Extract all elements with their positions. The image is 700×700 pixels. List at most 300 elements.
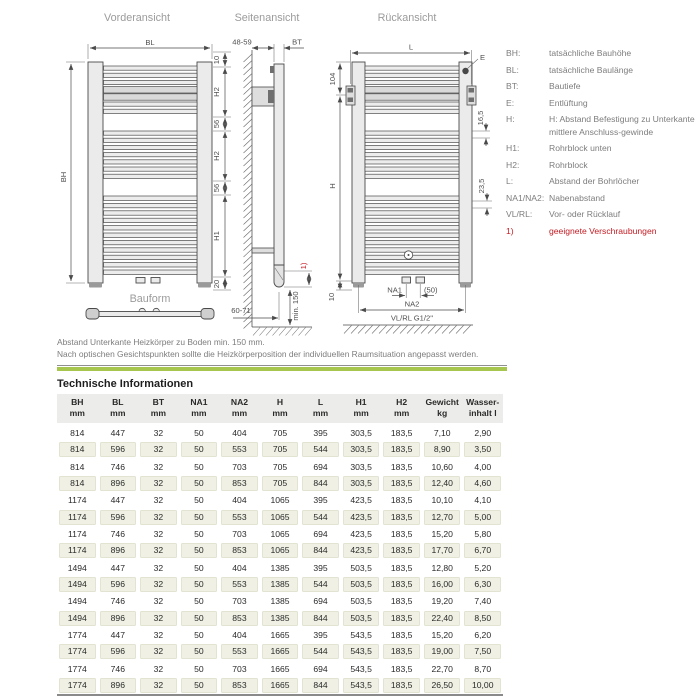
column-header: L mm: [312, 397, 329, 418]
legend-desc: geeignete Verschraubungen: [549, 225, 657, 236]
table-row: [57, 559, 503, 576]
side-top-nub: [270, 66, 274, 73]
table-cell: 6,30: [464, 577, 501, 592]
table-cell: 183,5: [383, 543, 420, 558]
table-cell: 705: [272, 427, 288, 438]
table-cell: 50: [194, 528, 204, 539]
dim-label-bl: BL: [145, 38, 155, 47]
legend-key: BH:: [506, 48, 521, 58]
table-cell: 694: [313, 663, 328, 674]
table-cell: 553: [221, 442, 258, 457]
table-cell: 896: [100, 611, 137, 626]
table-cell: 503,5: [350, 562, 372, 573]
table-cell: 32: [153, 427, 164, 438]
table-cell: 26,50: [424, 678, 461, 693]
legend-item: [506, 225, 698, 238]
table-cell: 404: [232, 495, 247, 506]
side-radiator-profile: [274, 64, 284, 265]
dim-label-bt: BT: [292, 37, 302, 47]
table-cell: 1174: [59, 510, 96, 525]
column-header: Wasser- inhalt l: [466, 397, 500, 418]
legend-desc: Abstand der Bohrlöcher: [549, 176, 640, 186]
table-cell: 183,5: [383, 678, 420, 693]
table-cell: 4,00: [474, 461, 492, 472]
table-cell: 183,5: [390, 427, 413, 438]
table-cell: 32: [140, 577, 177, 592]
legend-desc: H: Abstand Befestigung zu Unterkante mittlere Anschluss-gewinde: [549, 114, 695, 137]
bauform-label: Bauform: [129, 293, 171, 305]
dim-label-h2: H2: [212, 151, 221, 161]
front-foot: [198, 283, 211, 288]
dim-label-h2: H2: [212, 87, 221, 97]
table-cell: 5,00: [464, 510, 501, 525]
legend-key: H2:: [506, 159, 520, 170]
legend-key: VL/RL:: [506, 209, 533, 219]
table-cell: 544: [302, 644, 339, 659]
table-cell: 50: [194, 630, 204, 641]
table-cell: 50: [181, 442, 218, 457]
column-header: BT mm: [150, 397, 167, 418]
table-cell: 32: [140, 510, 177, 525]
table-cell: 544: [302, 510, 339, 525]
dim-label-h: H: [328, 183, 337, 189]
table-cell: 17,70: [424, 543, 461, 558]
footnote-ref-1: 1): [299, 262, 308, 270]
table-cell: 553: [221, 644, 258, 659]
front-foot: [89, 283, 102, 288]
table-cell: 32: [140, 476, 177, 491]
table-cell: 183,5: [383, 510, 420, 525]
connection-spec-label: VL/RL G1/2'': [390, 313, 434, 323]
table-cell: 814: [59, 476, 96, 491]
legend-item: [506, 142, 698, 155]
rear-view-title: Rückansicht: [377, 12, 437, 24]
legend-key: BT:: [506, 81, 519, 91]
table-cell: 183,5: [390, 562, 413, 573]
table-cell: 5,20: [474, 562, 492, 573]
legend-desc: Rohrblock unten: [549, 143, 612, 153]
legend-desc: tatsächliche Bauhöhe: [549, 48, 632, 58]
note-line-1: Abstand Unterkante Heizkörper zu Boden min. 150 mm.: [57, 337, 265, 347]
legend-item: [506, 80, 698, 93]
bauform-nub: [153, 308, 159, 311]
table-cell: 183,5: [390, 663, 413, 674]
table-cell: 50: [194, 461, 204, 472]
table-cell: 16,00: [424, 577, 461, 592]
table-cell: 22,70: [431, 663, 453, 674]
wall-hatching: [244, 54, 253, 329]
bauform-nub: [139, 308, 145, 311]
table-cell: 844: [302, 543, 339, 558]
table-cell: 395: [313, 630, 328, 641]
table-row: [57, 475, 503, 492]
table-cell: 703: [232, 528, 247, 539]
table-cell: 423,5: [350, 528, 372, 539]
table-cell: 1494: [59, 577, 96, 592]
dim-label-56: 56: [212, 183, 221, 193]
table-row: [57, 643, 503, 660]
table-row: [57, 660, 503, 677]
table-cell: 1065: [270, 495, 290, 506]
table-cell: 596: [100, 510, 137, 525]
legend-key: BL:: [506, 64, 519, 75]
front-left-rail: [88, 62, 103, 283]
table-cell: 183,5: [390, 461, 413, 472]
table-cell: 1665: [262, 644, 299, 659]
table-cell: 853: [221, 611, 258, 626]
table-cell: 395: [313, 562, 328, 573]
legend-item: [506, 97, 698, 110]
table-cell: 2,90: [474, 427, 492, 438]
rear-connection-stub: [416, 277, 425, 283]
table-cell: 1774: [59, 644, 96, 659]
table-cell: 814: [70, 427, 85, 438]
dim-label-56: 56: [212, 119, 221, 129]
section-divider: [57, 365, 507, 371]
table-cell: 1774: [67, 630, 87, 641]
legend-item: [506, 113, 698, 138]
table-cell: 896: [100, 543, 137, 558]
table-cell: 543,5: [350, 663, 372, 674]
legend-item: [506, 175, 698, 188]
bauform-end-cap: [86, 309, 99, 320]
table-cell: 50: [181, 476, 218, 491]
table-cell: 703: [232, 663, 247, 674]
dim-label-bh: BH: [59, 171, 68, 183]
legend-item: [506, 64, 698, 77]
table-cell: 705: [262, 442, 299, 457]
table-cell: 1174: [68, 495, 87, 506]
table-cell: 8,70: [474, 663, 492, 674]
table-cell: 50: [194, 427, 204, 438]
table-cell: 705: [262, 476, 299, 491]
table-cell: 1065: [270, 528, 290, 539]
technical-table: [57, 394, 503, 696]
table-cell: 423,5: [350, 495, 372, 506]
legend-desc: Nabenabstand: [549, 192, 605, 203]
table-cell: 503,5: [343, 611, 380, 626]
column-header: BL mm: [110, 397, 126, 418]
legend-desc: Entlüftung: [549, 97, 588, 108]
table-body: [57, 425, 503, 697]
dim-label-10: 10: [212, 55, 221, 65]
legend-key: 1): [506, 225, 514, 236]
table-cell: 303,5: [343, 442, 380, 457]
table-cell: 50: [181, 543, 218, 558]
column-header: H1 mm: [353, 397, 369, 418]
dim-label-min150: min. 150: [291, 291, 300, 321]
table-cell: 1665: [270, 630, 290, 641]
table-row: [57, 425, 503, 442]
table-cell: 544: [302, 442, 339, 457]
legend-item: [506, 47, 698, 60]
floor-hatching: [253, 328, 312, 336]
table-cell: 596: [100, 577, 137, 592]
table-cell: 746: [110, 461, 125, 472]
table-cell: 844: [302, 678, 339, 693]
table-cell: 814: [59, 442, 96, 457]
table-cell: 32: [140, 442, 177, 457]
dim-label-na1: NA1: [387, 285, 402, 295]
legend-key: E:: [506, 97, 515, 108]
table-cell: 303,5: [350, 427, 372, 438]
table-cell: 183,5: [383, 577, 420, 592]
table-cell: 543,5: [350, 630, 372, 641]
table-cell: 3,50: [464, 442, 501, 457]
table-row: [57, 677, 503, 694]
table-cell: 50: [181, 678, 218, 693]
table-cell: 553: [221, 577, 258, 592]
table-cell: 896: [100, 476, 137, 491]
table-cell: 12,70: [424, 510, 461, 525]
table-row: [57, 509, 503, 526]
table-cell: 694: [313, 461, 328, 472]
notes: [57, 337, 617, 360]
side-lower-bracket: [252, 248, 274, 253]
table-cell: 447: [110, 562, 125, 573]
table-header-row: [57, 394, 503, 423]
table-cell: 32: [140, 644, 177, 659]
bauform-bar: [97, 312, 203, 317]
bracket-bolt: [348, 98, 354, 103]
legend-key: H:: [506, 114, 515, 124]
table-cell: 844: [302, 476, 339, 491]
table-cell: 423,5: [343, 543, 380, 558]
table-cell: 32: [153, 562, 164, 573]
table-cell: 553: [221, 510, 258, 525]
table-cell: 1774: [59, 678, 96, 693]
table-cell: 447: [110, 630, 125, 641]
table-cell: 1174: [59, 543, 96, 558]
table-cell: 404: [232, 630, 247, 641]
table-cell: 19,00: [424, 644, 461, 659]
legend-desc: Rohrblock: [549, 159, 588, 170]
dim-label-10-rear: 10: [327, 292, 336, 302]
table-cell: 15,20: [431, 528, 453, 539]
side-view-title: Seitenansicht: [234, 12, 300, 24]
table-row: [57, 576, 503, 593]
table-row: [57, 627, 503, 644]
column-header: BH mm: [69, 397, 85, 418]
rear-view: [327, 12, 492, 334]
table-cell: 50: [194, 596, 204, 607]
front-right-rail: [197, 62, 212, 283]
table-cell: 8,90: [424, 442, 461, 457]
table-cell: 853: [221, 543, 258, 558]
table-cell: 50: [194, 495, 204, 506]
table-cell: 10,10: [431, 495, 453, 506]
table-cell: 4,10: [474, 495, 492, 506]
table-cell: 1494: [67, 562, 87, 573]
table-cell: 6,70: [464, 543, 501, 558]
legend-item: [506, 208, 698, 221]
table-cell: 50: [181, 611, 218, 626]
side-bracket-clamp: [268, 90, 274, 103]
table-cell: 447: [110, 495, 125, 506]
dim-label-l: L: [408, 42, 414, 52]
table-cell: 50: [194, 562, 204, 573]
table-row: [57, 492, 503, 509]
column-header: NA1 mm: [190, 397, 208, 418]
dim-label-na2: NA2: [404, 299, 420, 309]
table-cell: 50: [181, 644, 218, 659]
legend-item: [506, 192, 698, 205]
dim-label-h1: H1: [212, 231, 221, 241]
table-cell: 1665: [262, 678, 299, 693]
table-cell: 183,5: [383, 611, 420, 626]
legend-desc: Bautiefe: [549, 81, 581, 91]
dim-label-104: 104: [328, 72, 337, 86]
table-cell: 32: [140, 543, 177, 558]
table-cell: 12,40: [424, 476, 461, 491]
table-cell: 19,20: [431, 596, 453, 607]
table-cell: 50: [181, 510, 218, 525]
table-cell: 10,60: [431, 461, 453, 472]
front-view-title: Vorderansicht: [103, 12, 171, 24]
column-header: NA2 mm: [230, 397, 249, 418]
table-cell: 1494: [59, 611, 96, 626]
table-cell: 1385: [270, 596, 290, 607]
table-cell: 32: [153, 495, 164, 506]
front-tubes: [104, 66, 198, 274]
table-cell: 404: [232, 562, 247, 573]
table-cell: 12,80: [431, 562, 453, 573]
table-cell: 395: [313, 495, 328, 506]
table-cell: 705: [272, 461, 288, 472]
table-cell: 50: [194, 663, 204, 674]
legend: [506, 47, 698, 241]
legend-key: L:: [506, 176, 514, 186]
table-row: [57, 441, 503, 458]
table-cell: 7,10: [433, 427, 451, 438]
rear-floor-hatching: [344, 326, 471, 334]
table-cell: 746: [110, 596, 125, 607]
table-cell: 395: [313, 427, 328, 438]
table-cell: 8,50: [464, 611, 501, 626]
column-header: Gewicht kg: [425, 397, 459, 418]
table-cell: 503,5: [343, 577, 380, 592]
table-cell: 447: [110, 427, 125, 438]
table-cell: 1065: [262, 543, 299, 558]
table-title: Technische Informationen: [57, 378, 194, 390]
table-cell: 1774: [67, 663, 87, 674]
bracket-bolt: [348, 88, 354, 93]
table-cell: 32: [153, 663, 164, 674]
table-cell: 1174: [68, 528, 87, 539]
table-cell: 303,5: [350, 461, 372, 472]
table-cell: 5,80: [474, 528, 492, 539]
table-cell: 596: [100, 442, 137, 457]
drain-port-center: [408, 254, 410, 256]
table-cell: 423,5: [343, 510, 380, 525]
table-cell: 183,5: [390, 528, 413, 539]
table-cell: 853: [221, 476, 258, 491]
table-cell: 32: [153, 528, 164, 539]
table-cell: 303,5: [343, 476, 380, 491]
front-view: [59, 12, 231, 319]
table-cell: 1385: [270, 562, 290, 573]
table-cell: 844: [302, 611, 339, 626]
table-cell: 503,5: [350, 596, 372, 607]
dim-label-48-59: 48-59: [232, 37, 252, 47]
legend-item: [506, 159, 698, 172]
vent-plug: [462, 68, 468, 74]
table-cell: 183,5: [383, 476, 420, 491]
dim-label-50: (50): [424, 285, 438, 295]
dim-label-23-5: 23,5: [477, 178, 486, 194]
table-cell: 1065: [262, 510, 299, 525]
side-view: [231, 12, 312, 336]
front-connection-stub: [136, 278, 145, 284]
table-cell: 6,20: [474, 630, 492, 641]
table-cell: 1665: [270, 663, 290, 674]
table-cell: 32: [153, 596, 164, 607]
table-cell: 32: [153, 461, 164, 472]
table-cell: 32: [140, 678, 177, 693]
table-cell: 543,5: [343, 644, 380, 659]
table-cell: 703: [232, 596, 247, 607]
table-row: [57, 593, 503, 610]
table-cell: 15,20: [431, 630, 453, 641]
table-cell: 543,5: [343, 678, 380, 693]
table-cell: 32: [153, 630, 164, 641]
table-cell: 183,5: [390, 495, 413, 506]
green-accent-bar: [57, 367, 507, 370]
table-cell: 22,40: [424, 611, 461, 626]
dim-label-60-71: 60-71: [231, 306, 251, 315]
table-cell: 183,5: [383, 442, 420, 457]
table-cell: 4,60: [464, 476, 501, 491]
dim-label-20: 20: [212, 279, 221, 289]
table-cell: 32: [140, 611, 177, 626]
table-cell: 853: [221, 678, 258, 693]
table-row: [57, 542, 503, 559]
table-row: [57, 610, 503, 627]
table-cell: 183,5: [390, 630, 413, 641]
legend-desc: tatsächliche Baulänge: [549, 64, 634, 75]
table-cell: 694: [313, 528, 328, 539]
table-cell: 1385: [262, 611, 299, 626]
table-cell: 694: [313, 596, 328, 607]
legend-key: NA1/NA2:: [506, 192, 545, 203]
table-cell: 50: [181, 577, 218, 592]
table-row: [57, 458, 503, 475]
table-row: [57, 526, 503, 543]
table-cell: 1385: [262, 577, 299, 592]
legend-key: H1:: [506, 143, 520, 153]
table-cell: 404: [232, 427, 247, 438]
table-cell: 746: [110, 528, 125, 539]
table-cell: 544: [302, 577, 339, 592]
note-line-2: Nach optischen Gesichtspunkten sollte die Heizkörperposition der individuellen Raumsituation angepasst werden.: [57, 348, 479, 359]
table-cell: 7,50: [464, 644, 501, 659]
table-cell: 896: [100, 678, 137, 693]
table-cell: 10,00: [464, 678, 501, 693]
table-cell: 596: [100, 644, 137, 659]
rear-connection-stub: [402, 277, 411, 283]
dim-label-16-5: 16,5: [476, 110, 485, 126]
column-header: H2 mm: [394, 397, 410, 418]
table-cell: 703: [232, 461, 247, 472]
dim-label-e: E: [480, 53, 486, 62]
rear-tubes: [365, 66, 459, 274]
bracket-bolt: [469, 98, 475, 103]
table-cell: 1494: [67, 596, 87, 607]
front-connection-stub: [151, 278, 160, 284]
table-cell: 183,5: [383, 644, 420, 659]
bracket-bolt: [469, 88, 475, 93]
table-cell: 746: [110, 663, 125, 674]
